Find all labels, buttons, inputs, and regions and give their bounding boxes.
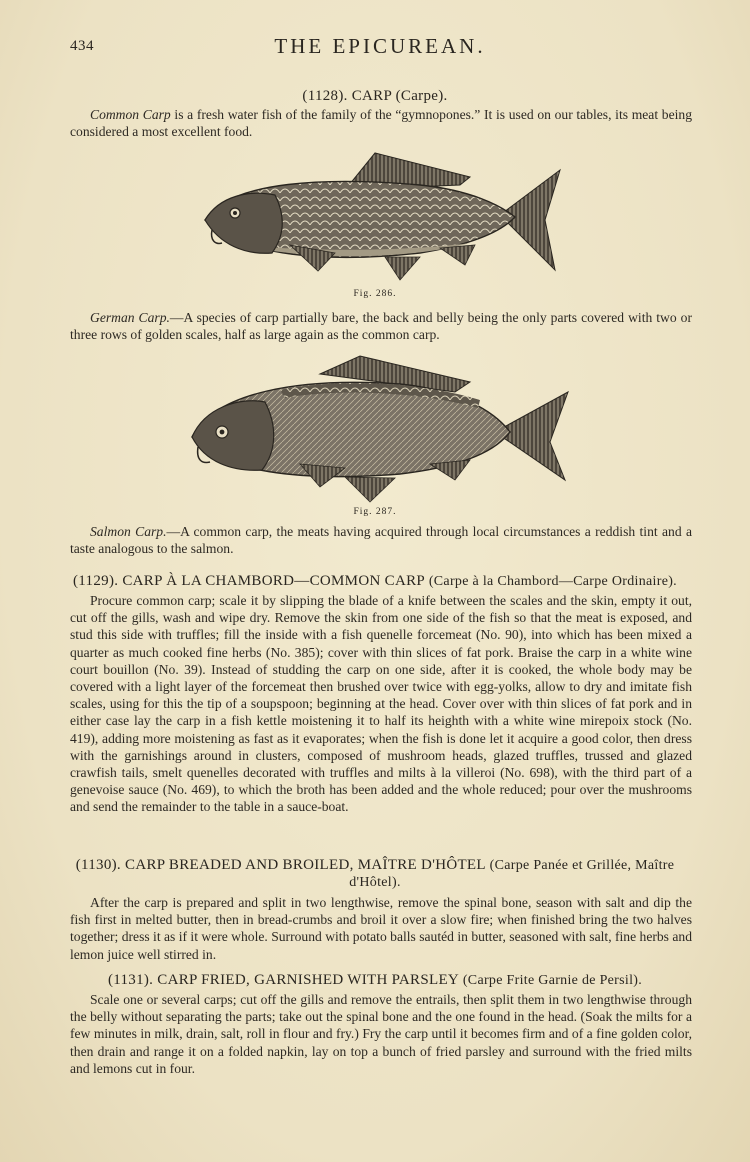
- heading-1130-main: (1130). CARP BREADED AND BROILED, MAÎTRE D'HÔTEL: [75, 857, 486, 873]
- running-title: THE EPICUREAN.: [274, 34, 486, 58]
- german-carp-text: —A species of carp partially bare, the back and belly being the only parts covered with two or three rows of golden scales, half as large again as the common carp.: [70, 310, 692, 343]
- section-heading-1130: [60, 857, 690, 891]
- figure-287-caption: Fig. 287.: [353, 507, 397, 517]
- term-german-carp: German Carp.: [90, 310, 170, 325]
- heading-1131-sub: (Carpe Frite Garnie de Persil).: [459, 973, 643, 988]
- heading-1130-sub: (Carpe Panée et Grillée, Maître: [485, 858, 675, 873]
- paragraph-german-carp: [70, 309, 692, 343]
- paragraph-1131-text: Scale one or several carps; cut off the gills and remove the entrails, then split them in two lengthwise through the belly without separating the parts; take out the spinal bone and the one found in the head. (Soak the milts for a few minutes in milk, drain, salt, roll in flour and fry.) Fry the carp until it becomes firm and of a fine golden color, then drain and range it on a folded napkin, lay on top a bunch of fried parsley and surround with the fried milts and lemons cut in four.: [70, 992, 692, 1076]
- paragraph-1131: [70, 991, 692, 1077]
- salmon-carp-text: —A common carp, the meats having acquired through local circumstances a reddish tint and a taste analogous to the salmon.: [70, 524, 693, 557]
- common-carp-illustration: [0, 145, 750, 290]
- term-salmon-carp: Salmon Carp.: [90, 524, 167, 539]
- term-common-carp: Common Carp: [90, 107, 171, 122]
- paragraph-common-carp: [70, 106, 692, 140]
- figure-287: [0, 352, 750, 520]
- section-heading-1129: [60, 573, 690, 590]
- german-carp-illustration: [0, 352, 750, 507]
- section-heading-1131: [60, 972, 690, 989]
- paragraph-1130-text: After the carp is prepared and split in two lengthwise, remove the spinal bone, season with salt and dip the fish first in melted butter, then in bread-crumbs and broil it over a slow fire; when finished bring the two halves together; dress it as if it were whole. Surround with potato balls sautéd in butter, seasoned with salt, fine herbs and lemon juice well stirred in.: [70, 895, 692, 962]
- running-head: [70, 34, 690, 62]
- figure-286: [0, 145, 750, 305]
- heading-1129-main: (1129). CARP À LA CHAMBORD—COMMON CARP: [73, 573, 426, 589]
- heading-1131-main: (1131). CARP FRIED, GARNISHED WITH PARSLEY: [107, 972, 460, 988]
- paragraph-1129-text: Procure common carp; scale it by slipping the blade of a knife between the scales and the skin, empty it out, cut off the gills, wash and wipe dry. Remove the skin from one side of the fish so that the meat is exposed, and stud this side with truffles; fill the inside with a fish quenelle forcemeat (No. 90), into which has been mixed a quarter as much cooked fine herbs (No. 385); cover with thin slices of fat pork. Braise the carp in a white wine court bouillon (No. 39). Instead of studding the carp on one side, after it is cooked, the whole body may be covered with a light layer of the forcemeat then brushed over twice with egg-yolks, allow to dry and imitate fish scales, using for this the tip of a soupspoon; beginning at the head. Cover over with thin slices of fat pork and in either case lay the carp in a fish kettle moistening it to half its heighth with a white wine mirepoix stock (No. 419), adding more moistening as fast as it evaporates; when the fish is done let it acquire a good color, then dress with the garnishings around in clusters, composed of mushroom heads, glazed truffles, trussed and glazed crawfish tails, smelt quenelles decorated with truffles and milts à la villeroi (No. 698), with the third part of a genevoise sauce (No. 469), to which the broth has been added and the whole reduced; pour over the mushrooms and send the remainder to the table in a sauce-boat.: [70, 593, 692, 815]
- paragraph-salmon-carp: [70, 523, 692, 557]
- page-number: 434: [70, 38, 94, 54]
- figure-286-caption: Fig. 286.: [353, 289, 397, 299]
- heading-1130-sub-cont: d'Hôtel).: [349, 875, 401, 890]
- paragraph-1129: [70, 592, 692, 816]
- paragraph-1130: [70, 894, 692, 963]
- section-heading-1128: (1128). CARP (Carpe).: [302, 88, 448, 104]
- common-carp-text: is a fresh water fish of the family of the “gymnopones.” It is used on our tables, its meat being considered a most excellent food.: [70, 107, 692, 140]
- heading-1129-sub: (Carpe à la Chambord—Carpe Ordinaire).: [425, 574, 677, 589]
